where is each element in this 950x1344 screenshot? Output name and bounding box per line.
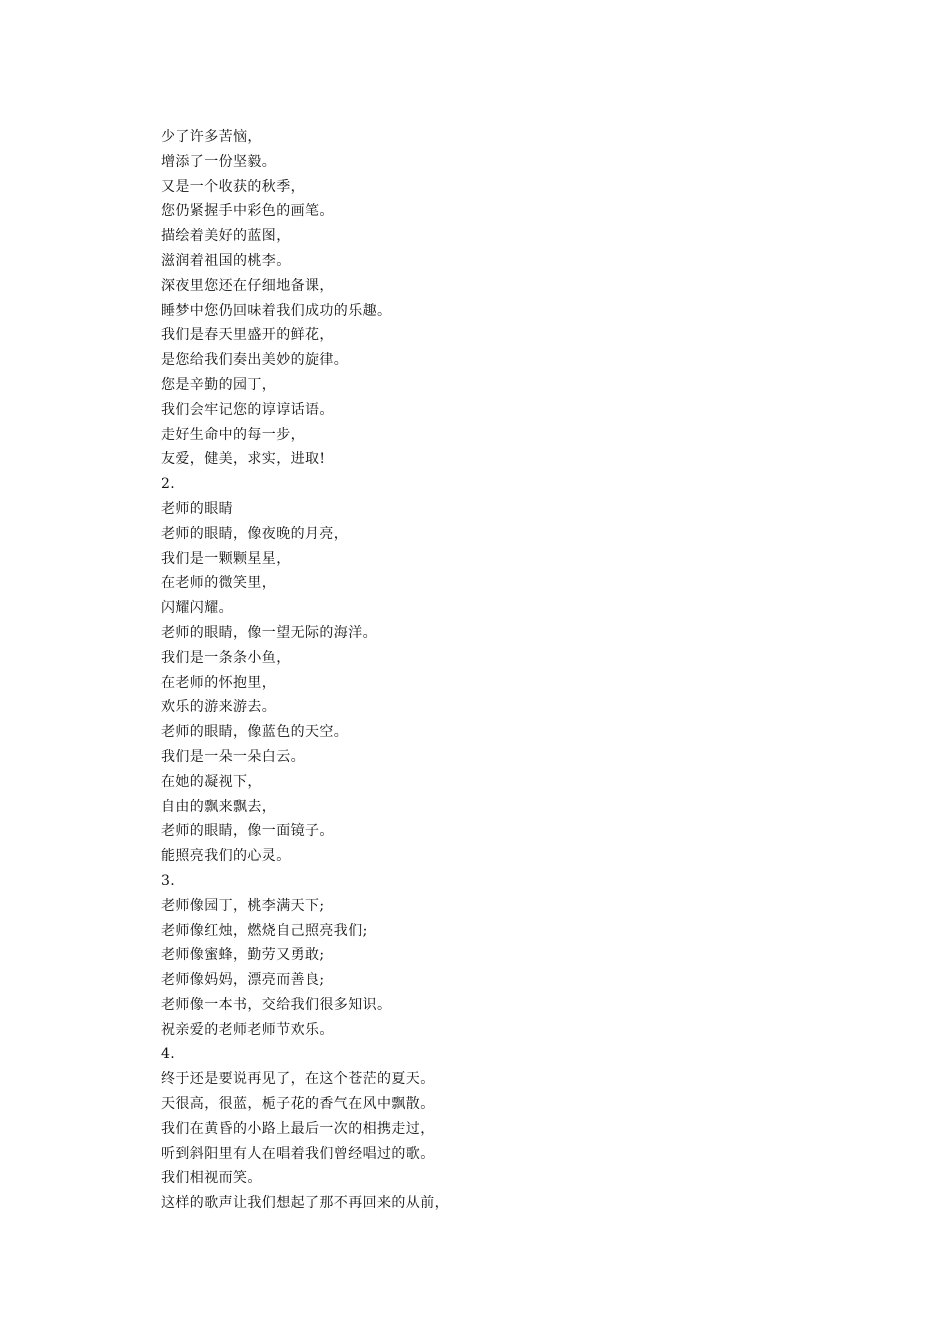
text-line: 这样的歌声让我们想起了那不再回来的从前，: [161, 1195, 449, 1212]
text-line: 滋润着祖国的桃李。: [161, 252, 291, 269]
section-number: 2.: [161, 476, 176, 493]
text-line: 又是一个收获的秋季，: [161, 178, 305, 195]
text-line: 走好生命中的每一步，: [161, 426, 305, 443]
text-line: 终于还是要说再见了，在这个苍茫的夏天。: [161, 1071, 435, 1088]
text-line: 在老师的怀抱里，: [161, 674, 277, 691]
text-line: 您仍紧握手中彩色的画笔。: [161, 203, 334, 220]
text-line: 能照亮我们的心灵。: [161, 848, 291, 865]
text-line: 自由的飘来飘去，: [161, 798, 277, 815]
poem-title: 老师的眼睛: [161, 500, 233, 517]
text-line: 我们相视而笑。: [161, 1170, 262, 1187]
text-line: 您是辛勤的园丁，: [161, 376, 277, 393]
text-line: 老师像红烛，燃烧自己照亮我们;: [161, 922, 368, 939]
section-number: 4.: [161, 1046, 176, 1063]
text-line: 是您给我们奏出美妙的旋律。: [161, 352, 349, 369]
text-line: 我们是一颗颗星星，: [161, 550, 291, 567]
text-line: 少了许多苦恼，: [161, 129, 262, 145]
text-line: 增添了一份坚毅。: [161, 153, 277, 170]
text-line: 描绘着美好的蓝图，: [161, 228, 291, 245]
text-line: 在老师的微笑里，: [161, 575, 277, 592]
text-line: 天很高，很蓝，栀子花的香气在风中飘散。: [161, 1096, 435, 1113]
text-line: 老师像蜜蜂，勤劳又勇敢;: [161, 947, 325, 964]
section-number: 3.: [161, 872, 176, 889]
text-line: 听到斜阳里有人在唱着我们曾经唱过的歌。: [161, 1145, 435, 1162]
text-line: 老师像一本书，交给我们很多知识。: [161, 996, 392, 1013]
text-line: 我们是一朵一朵白云。: [161, 748, 305, 765]
text-line: 我们是一条条小鱼，: [161, 649, 291, 666]
text-line: 在她的凝视下，: [161, 773, 262, 790]
text-line: 闪耀闪耀。: [161, 600, 233, 617]
text-line: 老师的眼睛，像蓝色的天空。: [161, 724, 349, 741]
text-line: 我们是春天里盛开的鲜花，: [161, 327, 334, 344]
text-line: 友爱，健美，求实，进取!: [161, 451, 326, 468]
text-line: 深夜里您还在仔细地备课，: [161, 277, 334, 294]
text-line: 我们会牢记您的谆谆话语。: [161, 401, 334, 418]
text-line: 我们在黄昏的小路上最后一次的相携走过，: [161, 1120, 435, 1137]
text-line: 老师的眼睛，像一望无际的海洋。: [161, 624, 377, 641]
text-line: 老师像园丁，桃李满天下;: [161, 897, 325, 914]
text-line: 老师的眼睛，像一面镜子。: [161, 823, 334, 840]
document-text: [161, 125, 861, 1216]
text-line: 睡梦中您仍回味着我们成功的乐趣。: [161, 302, 392, 319]
text-line: 祝亲爱的老师老师节欢乐。: [161, 1021, 334, 1038]
text-line: 老师像妈妈，漂亮而善良;: [161, 972, 325, 989]
text-line: 欢乐的游来游去。: [161, 699, 277, 716]
text-line: 老师的眼睛，像夜晚的月亮，: [161, 525, 349, 542]
